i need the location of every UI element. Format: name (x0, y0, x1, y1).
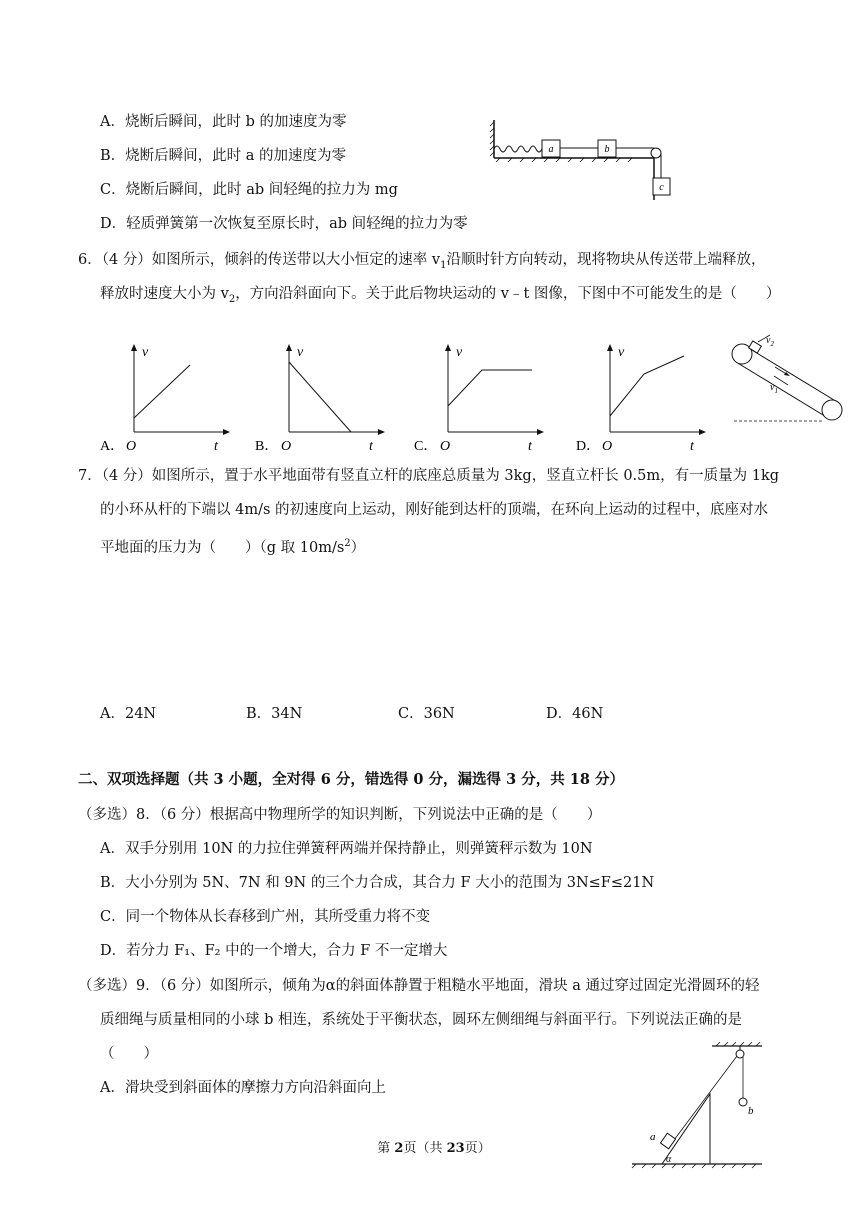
subscript: 2 (228, 293, 236, 305)
q6-text: 沿顺时针方向转动，现将物块从传送带上端释放， (446, 252, 766, 268)
q5-option-b (100, 146, 346, 166)
graph-letter: D． (576, 439, 601, 454)
q8-stem: （多选）8．（6 分）根据高中物理所学的知识判断，下列说法中正确的是（ ） (78, 807, 602, 823)
q6-graph-d (576, 340, 716, 455)
option-letter: C． (100, 182, 126, 198)
q6-graph-c (414, 340, 554, 455)
option-letter: A． (100, 841, 125, 857)
option-text: 滑块受到斜面体的摩擦力方向沿斜面向上 (124, 1080, 386, 1096)
q7-option-b (246, 704, 302, 724)
ring (736, 1050, 744, 1058)
option-text: 双手分别用 10N 的力拉住弹簧秤两端并保持静止，则弹簧秤示数为 10N (124, 841, 593, 857)
subscript: 1 (440, 259, 447, 271)
option-letter: B． (100, 875, 126, 891)
option-letter: D． (100, 943, 127, 959)
graph-letter: A． (100, 439, 125, 454)
option-text: 大小分别为 5N、7N 和 9N 的三个力合成，其合力 F 大小的范围为 3N≤F≤21N (125, 875, 655, 891)
q7-option-d (546, 704, 603, 724)
option-text: 轻质弹簧第一次恢复至原长时，ab 间轻绳的拉力为零 (126, 216, 468, 232)
axis-v-label: v (618, 345, 625, 360)
q5-spring-pulley-figure (488, 118, 678, 200)
q6-text: 6．（4 分）如图所示，倾斜的传送带以大小恒定的速率 v (78, 252, 441, 268)
q8-option-d (100, 941, 447, 961)
q7-stem-line3 (100, 534, 365, 558)
origin-label: O (126, 439, 137, 454)
v1-label: $v_1$ (770, 382, 778, 395)
q6-graph-b (255, 340, 395, 455)
q6-graph-a (100, 340, 240, 455)
q6-stem-line1 (78, 250, 765, 276)
q7-text: 平地面的压力为（ ）（g 取 10m/s (100, 539, 345, 556)
option-letter: A． (100, 114, 125, 130)
pulley (651, 148, 661, 158)
q6-text: ，方向沿斜面向下。关于此后物块运动的 v﹣t 图像，下图中不可能发生的是（ ） (235, 286, 781, 302)
q8-option-c (100, 907, 430, 927)
footer-text: 页） (464, 1141, 491, 1156)
q7-stem-line1: 7．（4 分）如图所示，置于水平地面带有竖直立杆的底座总质量为 3kg，竖直立杆长 0.5m，有一质量为 1kg (78, 468, 780, 484)
option-text: 烧断后瞬间，此时 b 的加速度为零 (124, 114, 347, 130)
page-footer (0, 1137, 868, 1156)
superscript: 2 (344, 538, 351, 549)
q9-stem-line1: （多选）9．（6 分）如图所示，倾角为α的斜面体静置于粗糙水平地面，滑块 a 通过穿过固定光滑圆环的轻 (78, 978, 760, 994)
page-number: 2 (394, 1141, 404, 1156)
q8-option-a (100, 839, 593, 859)
q7-option-a (100, 704, 156, 724)
option-text: 46N (572, 706, 604, 722)
option-text: 烧断后瞬间，此时 ab 间轻绳的拉力为 mg (125, 182, 398, 198)
q9-stem-line2: 质细绳与质量相同的小球 b 相连，系统处于平衡状态，圆环左侧细绳与斜面平行。下列说法正确的是 (100, 1012, 742, 1028)
option-letter: C． (398, 706, 424, 722)
q8-option-b (100, 873, 654, 893)
option-letter: D． (546, 706, 573, 722)
ball-b (739, 1098, 747, 1106)
q7-option-c (398, 704, 455, 724)
label-b: b (604, 144, 610, 155)
q5-option-d (100, 214, 468, 234)
option-letter: D． (100, 216, 127, 232)
label-alpha: α (666, 1154, 672, 1165)
q9-stem-line3: （ ） (100, 1046, 158, 1062)
option-text: 烧断后瞬间，此时 a 的加速度为零 (125, 148, 347, 164)
label-b: b (748, 1105, 754, 1117)
q9-option-a (100, 1078, 386, 1098)
origin-label: O (602, 439, 613, 454)
graph-letter: B． (255, 439, 279, 454)
axis-t-label: t (528, 439, 532, 454)
axis-v-label: v (297, 345, 304, 360)
label-a: a (548, 144, 554, 155)
option-letter: A． (100, 1080, 125, 1096)
option-text: 24N (124, 706, 157, 722)
graph-letter: C． (414, 439, 438, 454)
q6-conveyor-belt-figure (730, 330, 850, 430)
origin-label: O (440, 439, 451, 454)
v2-label: $v_2$ (766, 335, 774, 348)
q5-option-a (100, 112, 346, 132)
axis-v-label: v (142, 345, 149, 360)
axis-t-label: t (214, 439, 218, 454)
graph-line (448, 370, 532, 406)
option-text: 同一个物体从长春移到广州，其所受重力将不变 (125, 909, 431, 925)
footer-text: 第 (377, 1141, 395, 1156)
lower-roller (822, 400, 842, 420)
section2-title: 二、双项选择题（共 3 小题，全对得 6 分，错选得 0 分，漏选得 3 分，共 18 分） (78, 771, 625, 788)
page-total: 23 (446, 1141, 465, 1156)
origin-label: O (281, 439, 292, 454)
option-letter: B． (246, 706, 272, 722)
q6-text: 释放时速度大小为 v (100, 286, 229, 302)
label-a: a (650, 1131, 656, 1143)
label-c: c (659, 182, 664, 193)
graph-line (610, 356, 684, 416)
axis-t-label: t (369, 439, 373, 454)
option-text: 36N (423, 706, 455, 722)
graph-line (289, 362, 351, 432)
q7-text: ） (350, 539, 366, 556)
option-letter: C． (100, 909, 126, 925)
graph-line (134, 365, 190, 418)
axis-v-label: v (456, 345, 463, 360)
axis-t-label: t (690, 439, 694, 454)
q6-stem-line2 (100, 284, 780, 310)
option-text: 若分力 F₁、F₂ 中的一个增大，合力 F 不一定增大 (126, 943, 448, 959)
q7-stem-line2: 的小环从杆的下端以 4m/s 的初速度向上运动，刚好能到达杆的顶端，在环向上运动的过程中，底座对水 (100, 502, 769, 518)
option-letter: A． (100, 706, 125, 722)
q5-option-c (100, 180, 398, 200)
spring (494, 146, 542, 152)
option-text: 34N (271, 706, 303, 722)
option-letter: B． (100, 148, 126, 164)
footer-text: 页（共 (403, 1141, 447, 1156)
